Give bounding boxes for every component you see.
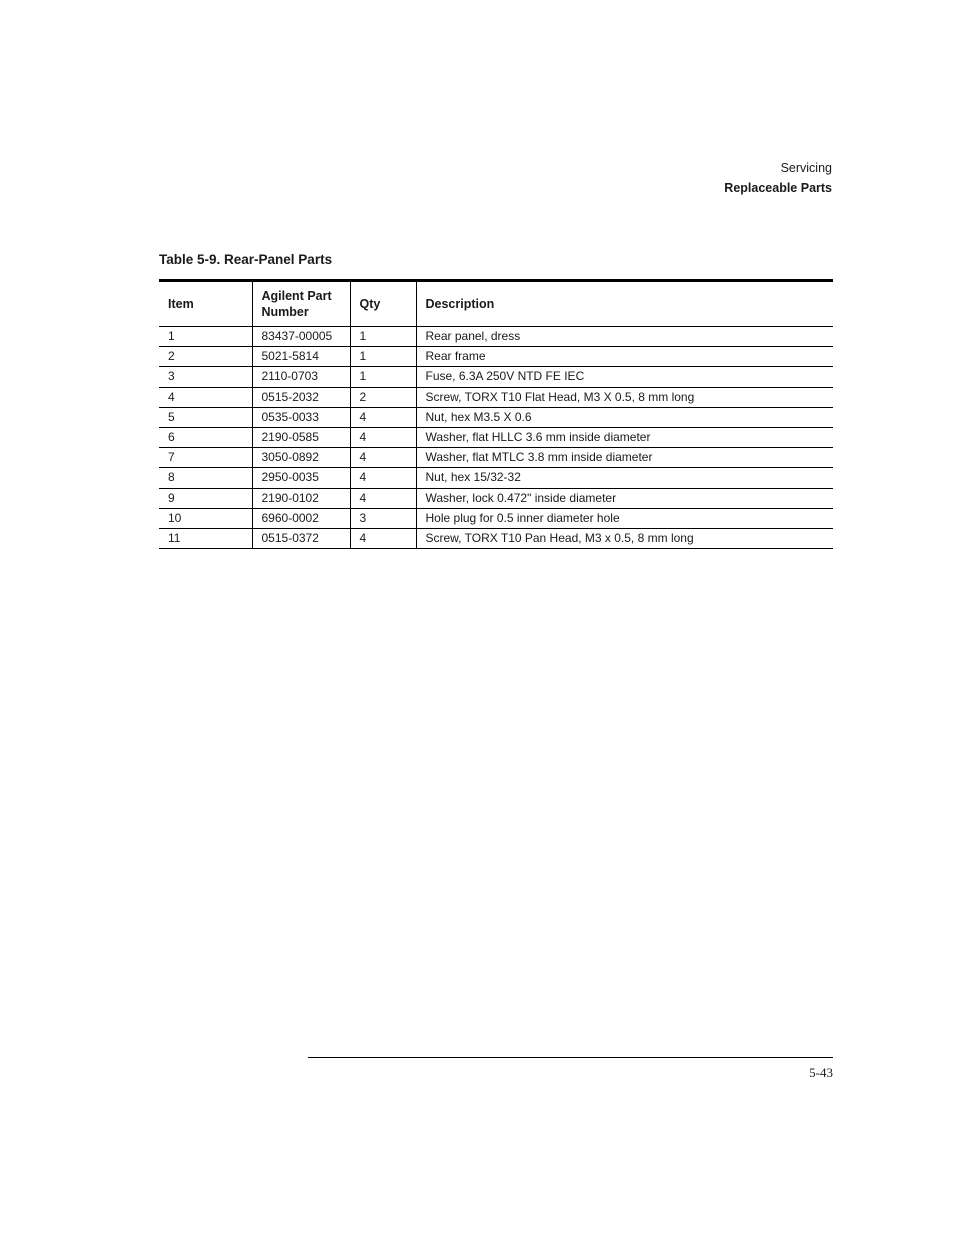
table-row [159, 468, 833, 488]
cell-qty: 4 [350, 427, 416, 447]
cell-item: 9 [159, 488, 252, 508]
cell-item: 7 [159, 448, 252, 468]
cell-item: 11 [159, 528, 252, 548]
table-row [159, 508, 833, 528]
table-caption: Table 5-9. Rear-Panel Parts [159, 252, 333, 267]
cell-qty: 4 [350, 448, 416, 468]
cell-part: 0535-0033 [252, 407, 350, 427]
cell-qty: 4 [350, 407, 416, 427]
cell-qty: 2 [350, 387, 416, 407]
table-row [159, 347, 833, 367]
cell-description: Nut, hex 15/32-32 [416, 468, 833, 488]
cell-item: 1 [159, 327, 252, 347]
cell-qty: 1 [350, 327, 416, 347]
cell-qty: 4 [350, 468, 416, 488]
cell-description: Washer, lock 0.472" inside diameter [416, 488, 833, 508]
cell-description: Screw, TORX T10 Pan Head, M3 x 0.5, 8 mm long [416, 528, 833, 548]
cell-item: 5 [159, 407, 252, 427]
cell-description: Washer, flat HLLC 3.6 mm inside diameter [416, 427, 833, 447]
cell-item: 2 [159, 347, 252, 367]
table-row [159, 427, 833, 447]
table-row [159, 488, 833, 508]
cell-part: 2950-0035 [252, 468, 350, 488]
column-header-part-line1: Agilent Part [261, 289, 332, 303]
table-row [159, 387, 833, 407]
running-header-section: Servicing [780, 161, 832, 175]
cell-qty: 4 [350, 488, 416, 508]
cell-item: 3 [159, 367, 252, 387]
cell-qty: 1 [350, 367, 416, 387]
cell-description: Nut, hex M3.5 X 0.6 [416, 407, 833, 427]
cell-description: Fuse, 6.3A 250V NTD FE IEC [416, 367, 833, 387]
table-header-row [159, 281, 833, 327]
column-header-item: Item [159, 281, 252, 327]
table-row [159, 327, 833, 347]
page-number: 5-43 [809, 1065, 833, 1080]
rear-panel-parts-table [159, 279, 833, 549]
table-row [159, 367, 833, 387]
cell-qty: 1 [350, 347, 416, 367]
table-row [159, 448, 833, 468]
column-header-part-line2: Number [261, 305, 309, 319]
cell-description: Rear frame [416, 347, 833, 367]
cell-qty: 3 [350, 508, 416, 528]
cell-description: Hole plug for 0.5 inner diameter hole [416, 508, 833, 528]
cell-part: 3050-0892 [252, 448, 350, 468]
cell-item: 6 [159, 427, 252, 447]
running-header-chapter: Replaceable Parts [724, 181, 832, 195]
table-body [159, 327, 833, 549]
column-header-description: Description [416, 281, 833, 327]
cell-part: 83437-00005 [252, 327, 350, 347]
cell-part: 6960-0002 [252, 508, 350, 528]
cell-part: 0515-0372 [252, 528, 350, 548]
cell-item: 8 [159, 468, 252, 488]
cell-item: 10 [159, 508, 252, 528]
cell-description: Washer, flat MTLC 3.8 mm inside diameter [416, 448, 833, 468]
cell-part: 5021-5814 [252, 347, 350, 367]
cell-part: 0515-2032 [252, 387, 350, 407]
cell-description: Rear panel, dress [416, 327, 833, 347]
cell-item: 4 [159, 387, 252, 407]
column-header-qty: Qty [350, 281, 416, 327]
cell-part: 2110-0703 [252, 367, 350, 387]
table-row [159, 528, 833, 548]
cell-part: 2190-0585 [252, 427, 350, 447]
cell-part: 2190-0102 [252, 488, 350, 508]
footer-rule [308, 1057, 833, 1058]
cell-description: Screw, TORX T10 Flat Head, M3 X 0.5, 8 mm long [416, 387, 833, 407]
table-row [159, 407, 833, 427]
column-header-part-number [252, 281, 350, 327]
cell-qty: 4 [350, 528, 416, 548]
